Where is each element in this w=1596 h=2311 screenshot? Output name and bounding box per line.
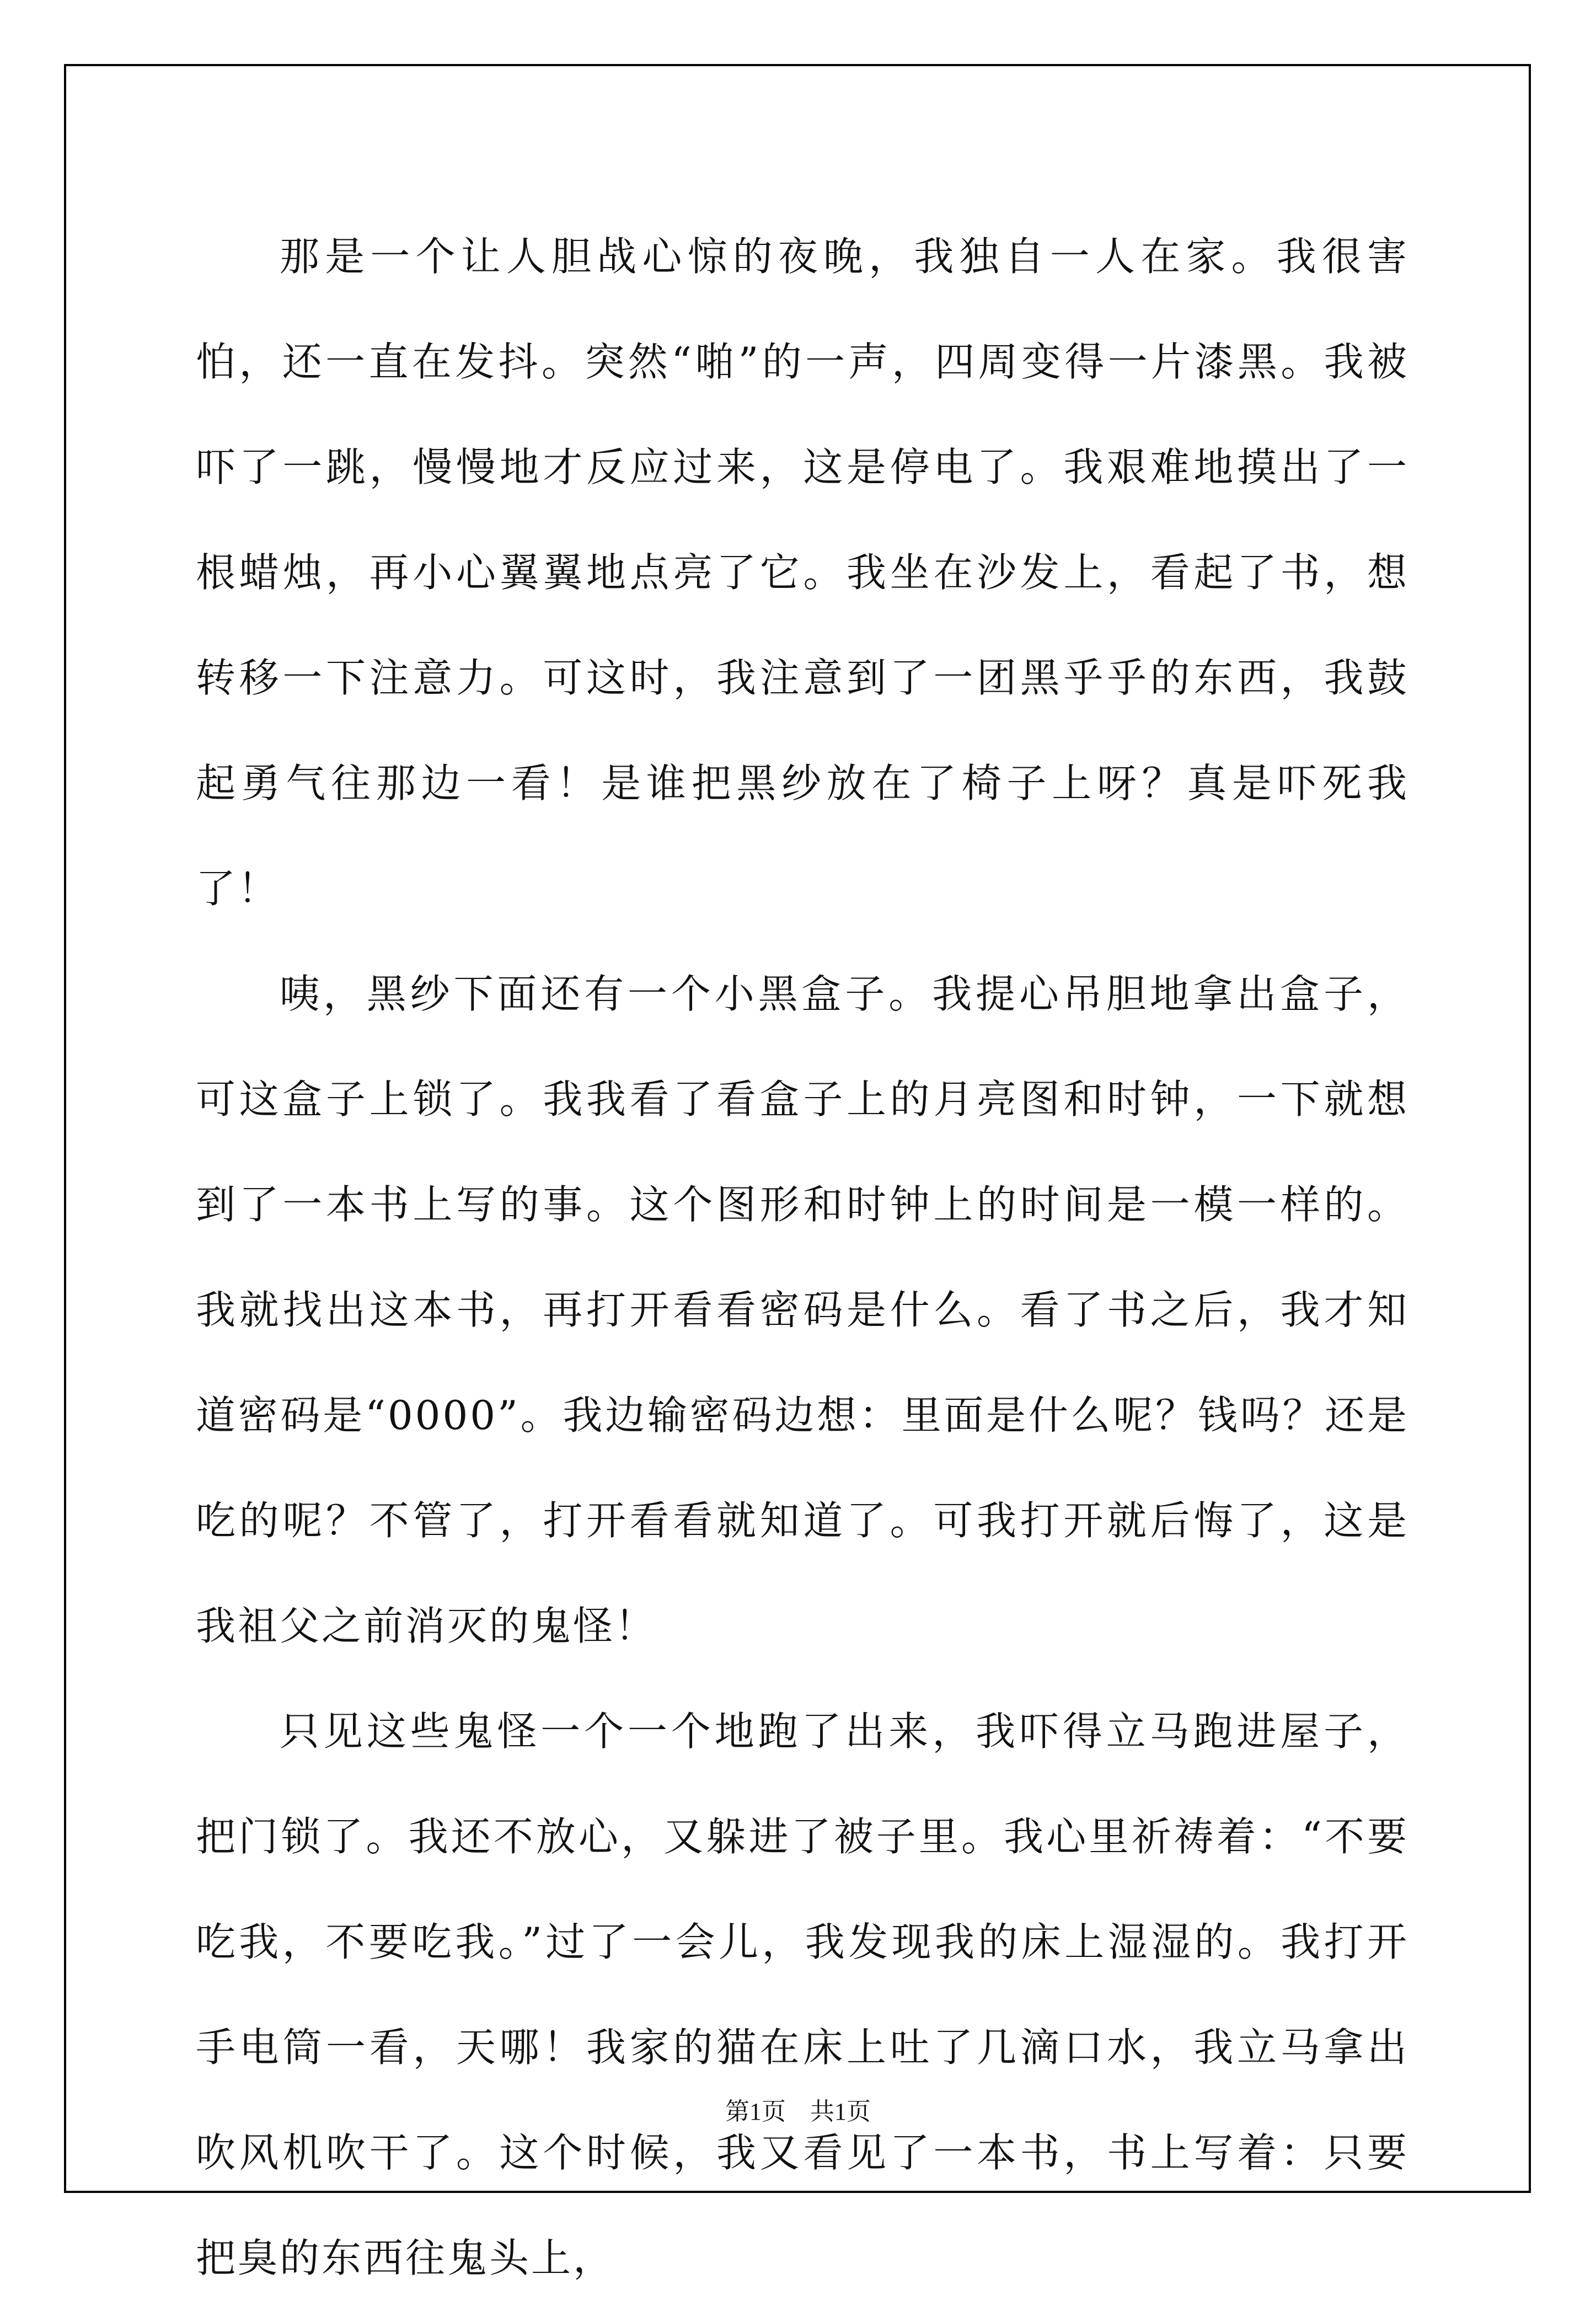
paragraph-2: 咦，黑纱下面还有一个小黑盒子。我提心吊胆地拿出盒子，可这盒子上锁了。我我看了看盒子上的月亮图和时钟，一下就想到了一本书上写的事。这个图形和时钟上的时间是一模一样的。我就找出这本书，再打开看看密码是什么。看了书之后，我才知道密码是“0000”。我边输密码边想：里面是什么呢？钱吗？还是吃的呢？不管了，打开看看就知道了。可我打开就后悔了，这是我祖父之前消灭的鬼怪！ <box>196 971 1409 1649</box>
page-footer: 第1页 共1页 <box>725 2098 871 2125</box>
paragraph-1: 那是一个让人胆战心惊的夜晚，我独自一人在家。我很害怕，还一直在发抖。突然“啪”的一声，四周变得一片漆黑。我被吓了一跳，慢慢地才反应过来，这是停电了。我艰难地摸出了一根蜡烛，再小心翼翼地点亮了它。我坐在沙发上，看起了书，想转移一下注意力。可这时，我注意到了一团黑乎乎的东西，我鼓起勇气往那边一看！是谁把黑纱放在了椅子上呀？真是吓死我了！ <box>196 233 1409 912</box>
paragraph-3: 只见这些鬼怪一个一个地跑了出来，我吓得立马跑进屋子，把门锁了。我还不放心，又躲进了被子里。我心里祈祷着：“不要吃我，不要吃我。”过了一会儿，我发现我的床上湿湿的。我打开手电筒一看，天哪！我家的猫在床上吐了几滴口水，我立马拿出吹风机吹干了。这个时候，我又看见了一本书，书上写着：只要把臭的东西往鬼头上， <box>196 1708 1409 2281</box>
document-body <box>196 204 1409 2311</box>
